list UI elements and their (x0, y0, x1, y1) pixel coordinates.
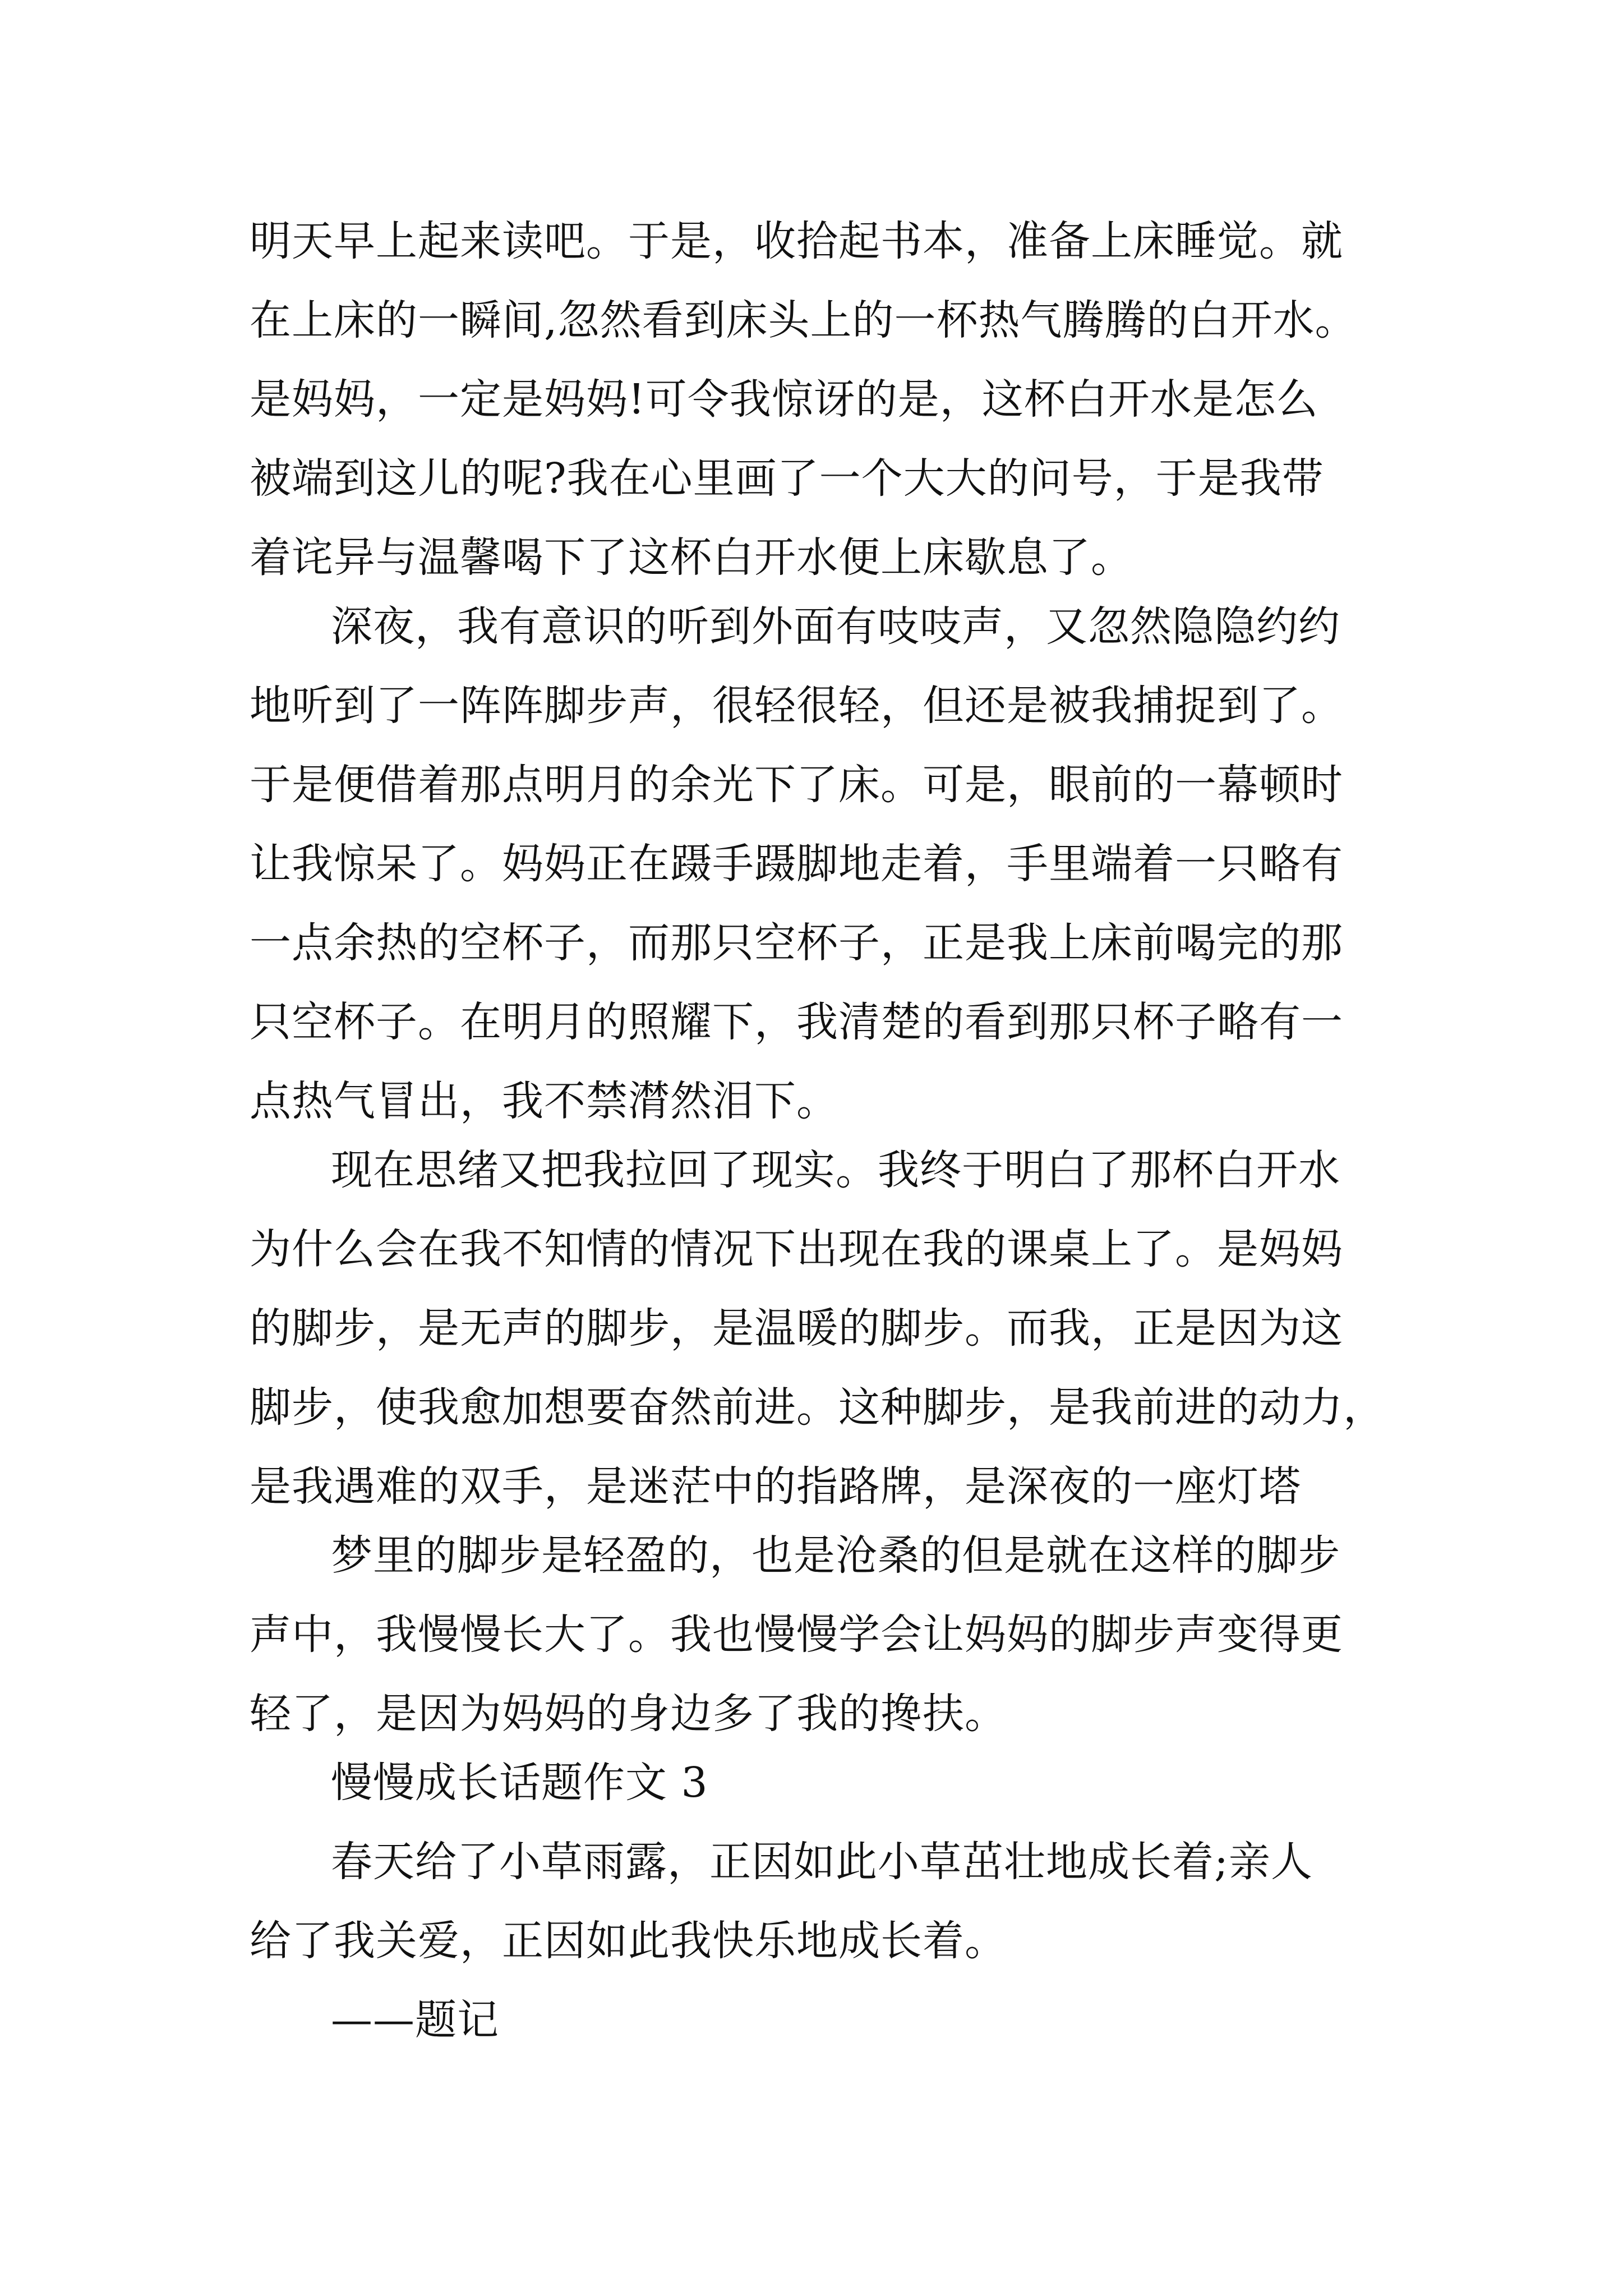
text-line: 地听到了一阵阵脚步声，很轻很轻，但还是被我捕捉到了。 (250, 682, 1343, 730)
text-line: 的脚步，是无声的脚步，是温暖的脚步。而我，正是因为这 (250, 1304, 1343, 1352)
text-line: 给了我关爱，正因如此我快乐地成长着。 (250, 1917, 1007, 1965)
paragraph-start-line: 现在思绪又把我拉回了现实。我终于明白了那杯白开水 (331, 1146, 1340, 1194)
text-line: 一点余热的空杯子，而那只空杯子，正是我上床前喝完的那 (250, 919, 1343, 967)
paragraph-start-line: 梦里的脚步是轻盈的，也是沧桑的但是就在这样的脚步 (331, 1531, 1340, 1580)
text-line: 着诧异与温馨喝下了这杯白开水便上床歇息了。 (250, 533, 1133, 582)
epigraph-attribution: ——题记 (331, 1996, 499, 2044)
text-line: 明天早上起来读吧。于是，收拾起书本，准备上床睡觉。就 (250, 217, 1343, 265)
text-line: 是我遇难的双手，是迷茫中的指路牌，是深夜的一座灯塔 (250, 1462, 1301, 1511)
text-line: 让我惊呆了。妈妈正在蹑手蹑脚地走着，手里端着一只略有 (250, 840, 1343, 888)
text-line: 被端到这儿的呢?我在心里画了一个大大的问号，于是我带 (250, 454, 1324, 503)
text-line: 声中，我慢慢长大了。我也慢慢学会让妈妈的脚步声变得更 (250, 1611, 1343, 1659)
text-line: 脚步，使我愈加想要奋然前进。这种脚步，是我前进的动力， (250, 1383, 1385, 1432)
section-heading: 慢慢成长话题作文 3 (331, 1759, 708, 1807)
paragraph-start-line: 春天给了小草雨露，正因如此小草茁壮地成长着;亲人 (331, 1838, 1313, 1886)
text-line: 为什么会在我不知情的情况下出现在我的课桌上了。是妈妈 (250, 1225, 1343, 1273)
text-line: 轻了，是因为妈妈的身边多了我的搀扶。 (250, 1690, 1007, 1738)
text-line: 是妈妈，一定是妈妈!可令我惊讶的是，这杯白开水是怎么 (250, 375, 1318, 424)
text-line: 在上床的一瞬间,忽然看到床头上的一杯热气腾腾的白开水。 (250, 296, 1357, 344)
text-line: 于是便借着那点明月的余光下了床。可是，眼前的一幕顿时 (250, 761, 1343, 809)
text-line: 点热气冒出，我不禁潸然泪下。 (250, 1077, 838, 1125)
paragraph-start-line: 深夜，我有意识的听到外面有吱吱声，又忽然隐隐约约 (331, 602, 1340, 651)
text-line: 只空杯子。在明月的照耀下，我清楚的看到那只杯子略有一 (250, 998, 1343, 1046)
